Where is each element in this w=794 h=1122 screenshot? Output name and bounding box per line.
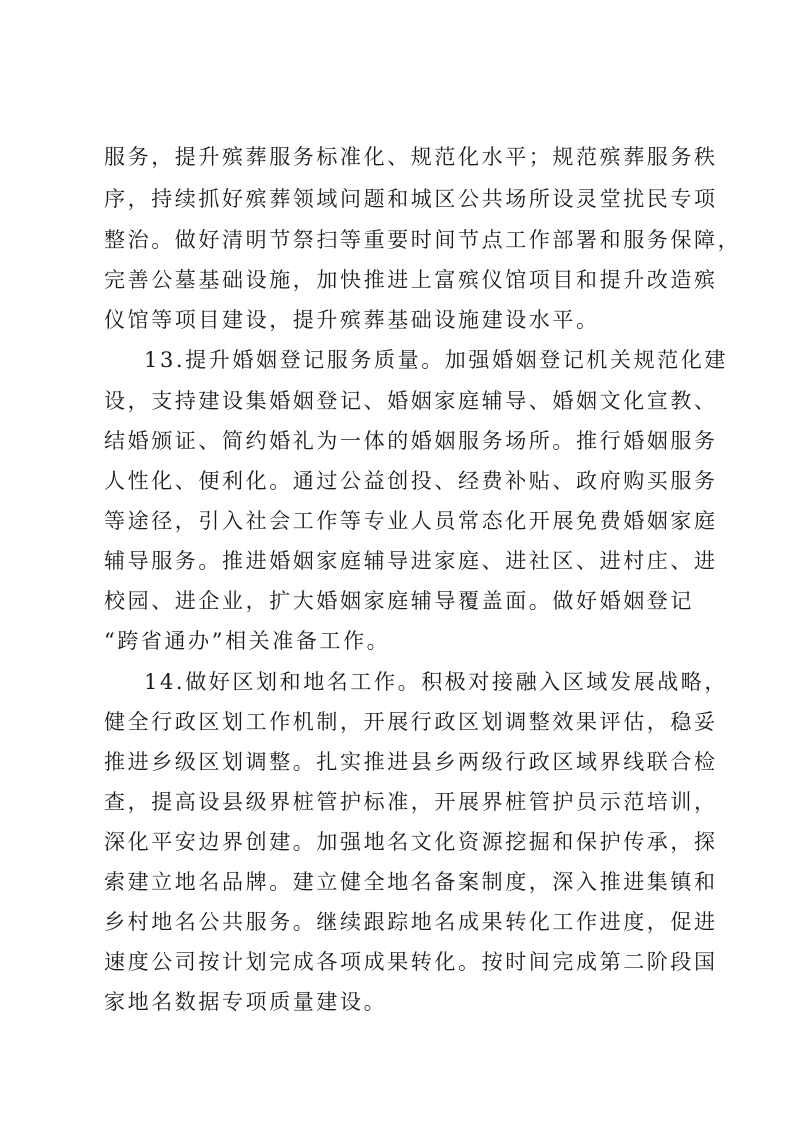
text-line: 乡村地名公共服务。继续跟踪地名成果转化工作进度，促进 (104, 910, 718, 934)
text-line: 等途径，引入社会工作等专业人员常态化开展免费婚姻家庭 (104, 509, 718, 533)
text-line: 设，支持建设集婚姻登记、婚姻家庭辅导、婚姻文化宣教、 (104, 389, 718, 413)
text-line: 推进乡级区划调整。扎实推进县乡两级行政区域界线联合检 (104, 750, 718, 774)
text-line: 完善公墓基础设施，加快推进上富殡仪馆项目和提升改造殡 (104, 268, 718, 292)
text-line: 序，持续抓好殡葬领域问题和城区公共场所设灵堂扰民专项 (104, 187, 718, 211)
text-line: 索建立地名品牌。建立健全地名备案制度，深入推进集镇和 (104, 870, 718, 894)
text-line: 整治。做好清明节祭扫等重要时间节点工作部署和服务保障， (104, 228, 742, 252)
text-line: 深化平安边界创建。加强地名文化资源挖掘和保护传承，探 (104, 830, 718, 854)
text-line: 结婚颁证、简约婚礼为一体的婚姻服务场所。推行婚姻服务 (104, 429, 718, 453)
text-line: 人性化、便利化。通过公益创投、经费补贴、政府购买服务 (104, 469, 718, 493)
text-line: “跨省通办”相关准备工作。 (104, 629, 391, 653)
text-line: 辅导服务。推进婚姻家庭辅导进家庭、进社区、进村庄、进 (104, 549, 718, 573)
text-line: 查，提高设县级界桩管护标准，开展界桩管护员示范培训， (104, 790, 718, 814)
text-line: 校园、进企业，扩大婚姻家庭辅导覆盖面。做好婚姻登记 (104, 589, 694, 613)
text-line: 家地名数据专项质量建设。 (104, 990, 388, 1014)
text-line: 速度公司按计划完成各项成果转化。按时间完成第二阶段国 (104, 950, 718, 974)
section-14-heading-line: 14.做好区划和地名工作。积极对接融入区域发展战略， (144, 670, 728, 694)
text-line: 健全行政区划工作机制，开展行政区划调整效果评估，稳妥 (104, 710, 718, 734)
text-line: 服务，提升殡葬服务标准化、规范化水平；规范殡葬服务秩 (104, 145, 718, 169)
section-13-heading-line: 13.提升婚姻登记服务质量。加强婚姻登记机关规范化建 (144, 348, 728, 372)
text-line: 仪馆等项目建设，提升殡葬基础设施建设水平。 (104, 308, 600, 332)
